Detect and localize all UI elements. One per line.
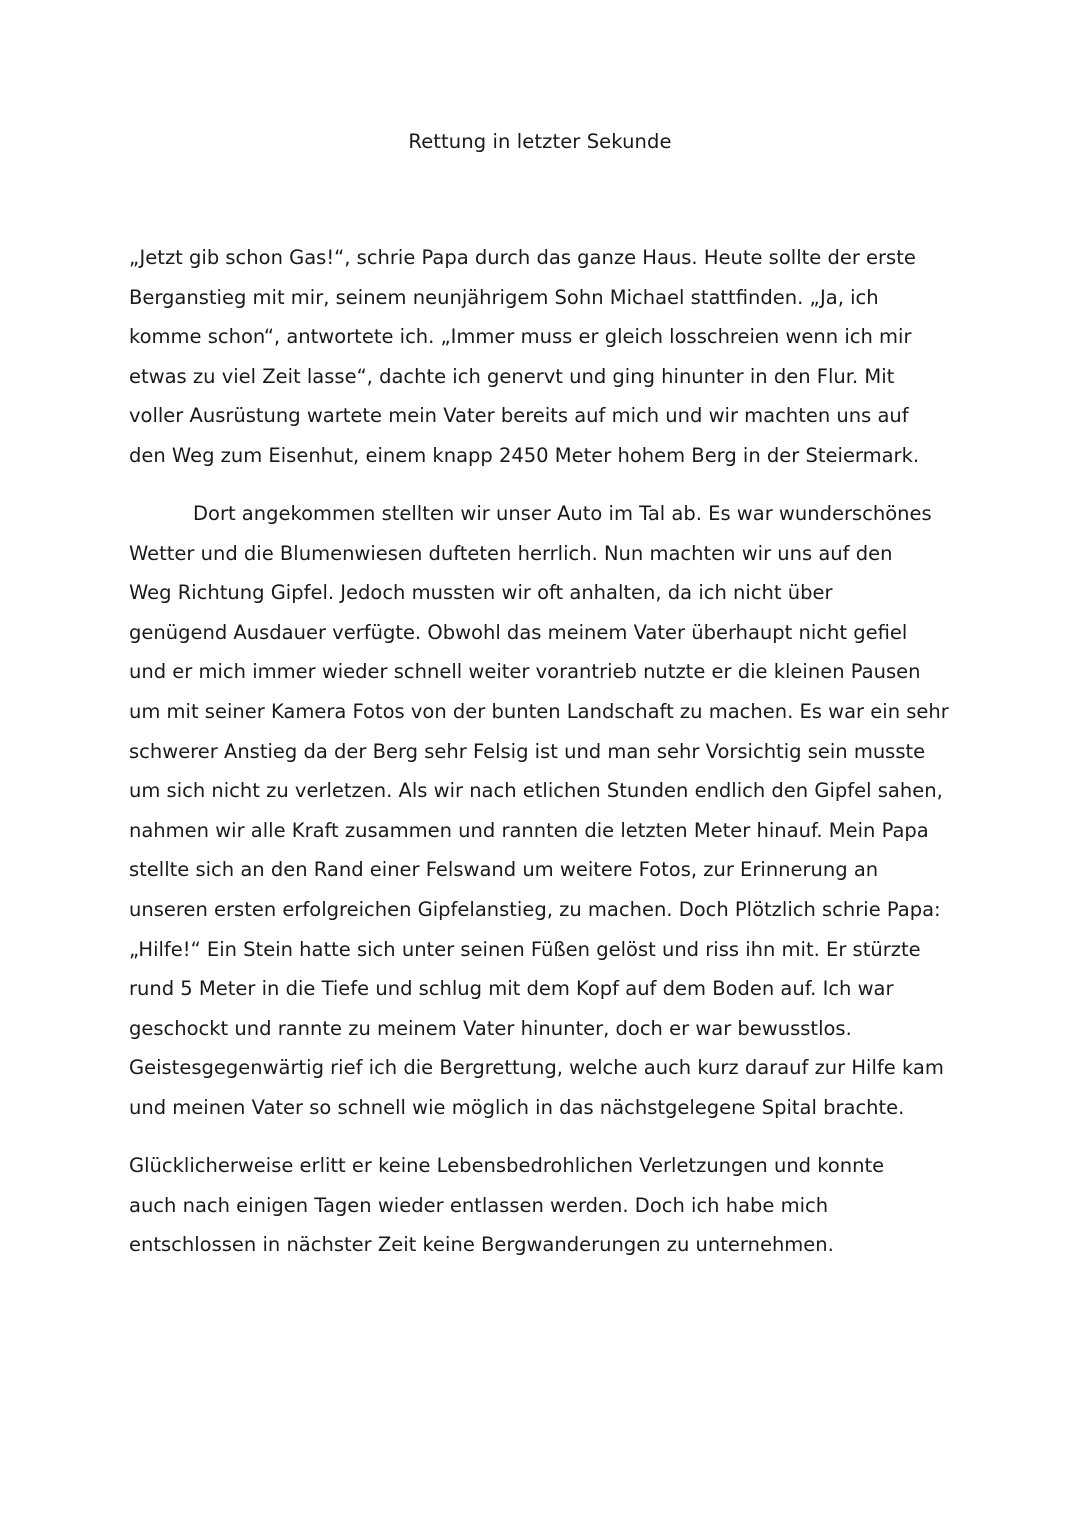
- text-line-content: Dort angekommen stellten wir unser Auto im Tal ab. Es war wunderschönes: [193, 502, 932, 525]
- text-line: voller Ausrüstung wartete mein Vater bereits auf mich und wir machten uns auf: [129, 404, 909, 428]
- text-line: etwas zu viel Zeit lasse“, dachte ich genervt und ging hinunter in den Flur. Mit: [129, 364, 895, 388]
- paragraph-2: [129, 494, 959, 1128]
- text-line: [129, 494, 959, 534]
- text-line: Wetter und die Blumenwiesen dufteten herrlich. Nun machten wir uns auf den: [129, 541, 893, 565]
- text-line: stellte sich an den Rand einer Felswand um weitere Fotos, zur Erinnerung an: [129, 858, 879, 882]
- text-line: auch nach einigen Tagen wieder entlassen werden. Doch ich habe mich: [129, 1193, 829, 1217]
- document-title: Rettung in letzter Sekunde: [408, 130, 672, 153]
- text-line: Berganstieg mit mir, seinem neunjährigem Sohn Michael stattfinden. „Ja, ich: [129, 285, 879, 309]
- text-line: den Weg zum Eisenhut, einem knapp 2450 Meter hohem Berg in der Steiermark.: [129, 443, 920, 467]
- text-line: Glücklicherweise erlitt er keine Lebensbedrohlichen Verletzungen und konnte: [129, 1154, 885, 1177]
- text-line: unseren ersten erfolgreichen Gipfelanstieg, zu machen. Doch Plötzlich schrie Papa:: [129, 897, 941, 921]
- text-line: rund 5 Meter in die Tiefe und schlug mit dem Kopf auf dem Boden auf. Ich war: [129, 977, 894, 1001]
- text-line: geschockt und rannte zu meinem Vater hinunter, doch er war bewusstlos.: [129, 1016, 852, 1040]
- text-line: um sich nicht zu verletzen. Als wir nach etlichen Stunden endlich den Gipfel sahen,: [129, 779, 943, 803]
- paragraph-3: [129, 1146, 959, 1265]
- text-line: entschlossen in nächster Zeit keine Bergwanderungen zu unternehmen.: [129, 1233, 834, 1257]
- text-line: genügend Ausdauer verfügte. Obwohl das meinem Vater überhaupt nicht gefiel: [129, 620, 908, 644]
- text-line: komme schon“, antwortete ich. „Immer muss er gleich losschreien wenn ich mir: [129, 325, 912, 349]
- paragraph-1: [129, 238, 959, 476]
- text-line: Geistesgegenwärtig rief ich die Bergrettung, welche auch kurz darauf zur Hilfe kam: [129, 1056, 944, 1080]
- text-line: und er mich immer wieder schnell weiter vorantrieb nutzte er die kleinen Pausen: [129, 660, 921, 684]
- text-line: „Hilfe!“ Ein Stein hatte sich unter seinen Füßen gelöst und riss ihn mit. Er stürzte: [129, 937, 921, 961]
- text-line: schwerer Anstieg da der Berg sehr Felsig ist und man sehr Vorsichtig sein musste: [129, 739, 926, 763]
- text-line: und meinen Vater so schnell wie möglich in das nächstgelegene Spital brachte.: [129, 1095, 905, 1119]
- text-line: um mit seiner Kamera Fotos von der bunten Landschaft zu machen. Es war ein sehr: [129, 699, 949, 723]
- text-line: Weg Richtung Gipfel. Jedoch mussten wir oft anhalten, da ich nicht über: [129, 581, 833, 605]
- text-line: nahmen wir alle Kraft zusammen und rannten die letzten Meter hinauf. Mein Papa: [129, 818, 929, 842]
- text-line: „Jetzt gib schon Gas!“, schrie Papa durch das ganze Haus. Heute sollte der erste: [129, 246, 916, 269]
